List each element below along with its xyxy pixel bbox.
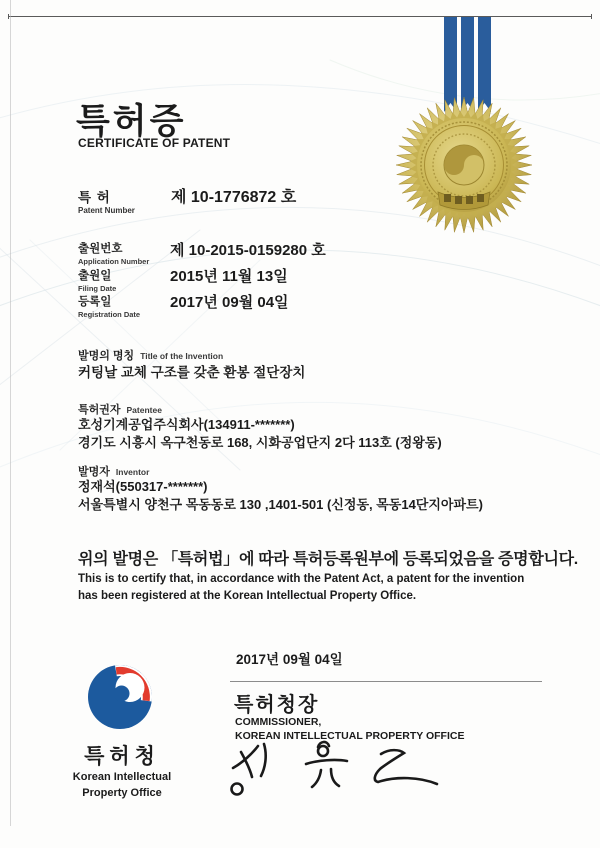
patent-label: 특 허 (78, 190, 111, 205)
inventor-address: 서울특별시 양천구 목동동로 130 ,1401-501 (신정동, 목동14단지아파트) (78, 497, 483, 512)
certification-statement-korean: 위의 발명은 「특허법」에 따라 특허등록원부에 등록되었음을 증명합니다. (78, 551, 578, 568)
page-title: 특허증 (76, 102, 187, 141)
application-number-value: 제 10-2015-0159280 호 (170, 242, 326, 259)
inventor-label: 발명자 Inventor (78, 466, 150, 478)
invention-title-label: 발명의 명칭 Title of the Invention (78, 350, 224, 362)
patentee-name: 호성기계공업주식회사(134911-*******) (78, 417, 295, 432)
filing-date-label: 출원일 Filing Date (78, 270, 117, 293)
left-scan-artifact-line (10, 0, 11, 826)
kipo-name-english: Korean Intellectual Property Office (72, 771, 172, 799)
signature-rule (230, 681, 542, 682)
filing-date-value: 2015년 11월 13일 (170, 268, 288, 285)
patent-number-value: 제 10-1776872 호 (171, 189, 297, 206)
patentee-label: 특허권자 Patentee (78, 404, 162, 416)
ribbon-stripes (444, 17, 491, 112)
page-title-english: CERTIFICATE OF PATENT (78, 136, 231, 150)
registration-date-label: 등록일 Registration Date (78, 296, 141, 319)
gold-seal-medal (380, 16, 560, 246)
issue-date: 2017년 09월 04일 (236, 652, 343, 667)
kipo-name-korean: 특허청 (84, 745, 160, 768)
commissioner-signature (228, 740, 448, 808)
certification-statement-english: This is to certify that, in accordance with the Patent Act, a patent for the invention has been registered at the Korean Intellectual Property Office. (78, 573, 525, 603)
commissioner-title-korean: 특허청장 (234, 694, 320, 716)
patentee-address: 경기도 시흥시 옥구천동로 168, 시화공업단지 2다 113호 (정왕동) (78, 435, 442, 450)
application-number-label: 출원번호 Application Number (78, 243, 150, 266)
medal-taegeuk (444, 145, 484, 185)
invention-title-value: 커팅날 교체 구조를 갖춘 환봉 절단장치 (78, 365, 306, 380)
inventor-name: 정재석(550317-*******) (78, 479, 208, 494)
patent-label-english: Patent Number (78, 206, 135, 215)
kipo-logo-icon (82, 659, 158, 735)
commissioner-title-english-1: COMMISSIONER, (235, 716, 322, 728)
commissioner-title-english-2: KOREAN INTELLECTUAL PROPERTY OFFICE (235, 730, 465, 742)
registration-date-value: 2017년 09월 04일 (170, 294, 289, 311)
